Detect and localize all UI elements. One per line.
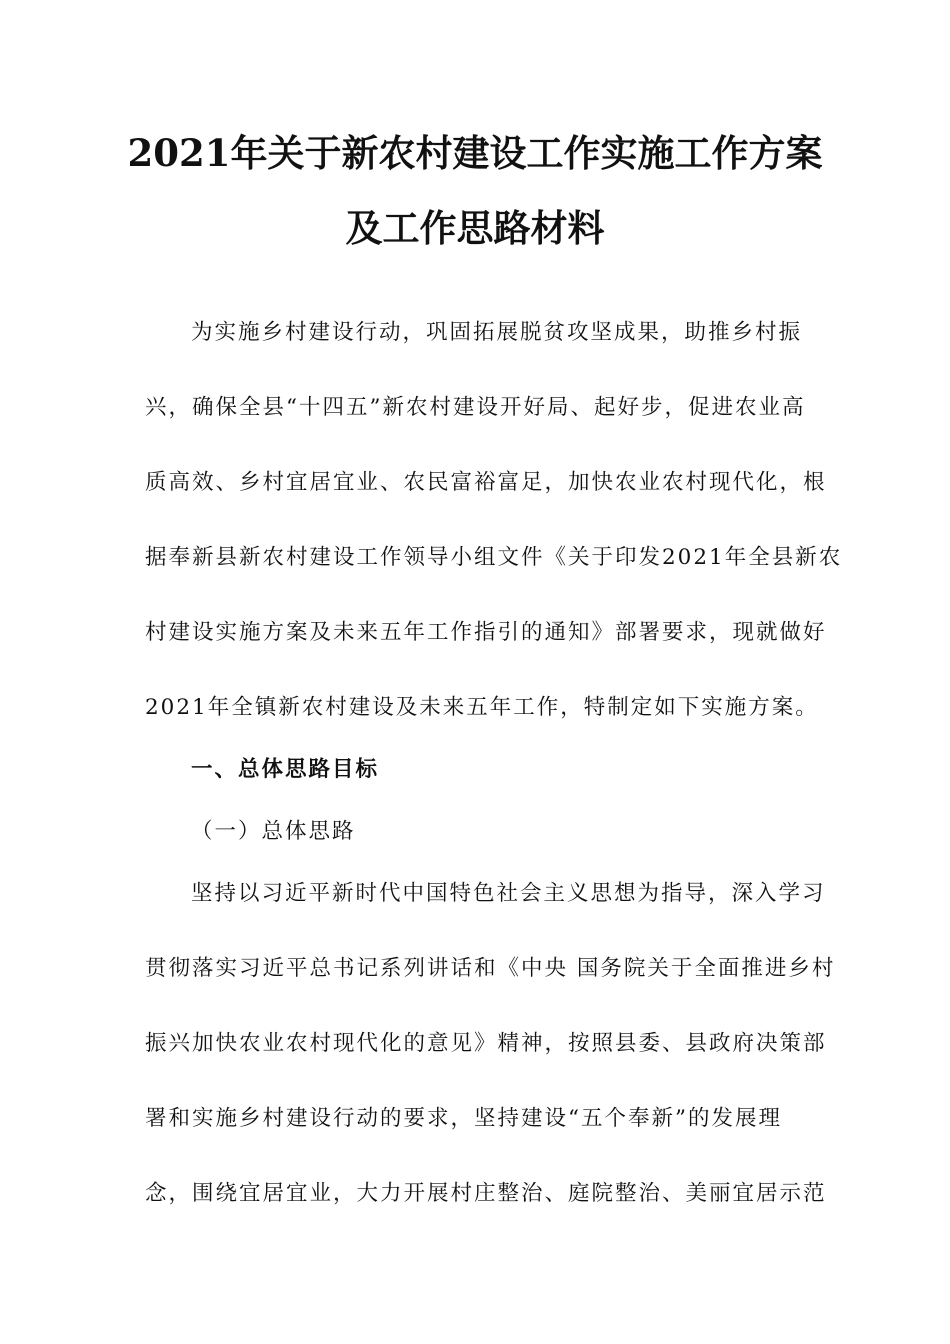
paragraph-1-line-3: 质高效、乡村宜居宜业、农民富裕富足，加快农业农村现代化，根 <box>145 470 827 495</box>
document-title-line-1: 2021年关于新农村建设工作实施工作方案 <box>127 131 823 175</box>
subsection-1-heading: （一）总体思路 <box>191 819 356 844</box>
paragraph-2-line-4: 署和实施乡村建设行动的要求，坚持建设“五个奉新”的发展理 <box>145 1106 782 1131</box>
document-title-line-2: 及工作思路材料 <box>345 206 605 250</box>
paragraph-1-line-4: 据奉新县新农村建设工作领导小组文件《关于印发2021年全县新农 <box>145 545 843 570</box>
paragraph-2-line-1: 坚持以习近平新时代中国特色社会主义思想为指导，深入学习 <box>191 881 826 906</box>
section-1-heading: 一、总体思路目标 <box>191 757 380 782</box>
paragraph-2-line-5: 念，围绕宜居宜业，大力开展村庄整治、庭院整治、美丽宜居示范 <box>145 1181 827 1206</box>
paragraph-1-line-1: 为实施乡村建设行动，巩固拓展脱贫攻坚成果，助推乡村振 <box>191 320 803 345</box>
paragraph-2-line-3: 振兴加快农业农村现代化的意见》精神，按照县委、县政府决策部 <box>145 1031 827 1056</box>
paragraph-1-line-6: 2021年全镇新农村建设及未来五年工作，特制定如下实施方案。 <box>145 695 819 720</box>
paragraph-1-line-5: 村建设实施方案及未来五年工作指引的通知》部署要求，现就做好 <box>145 620 827 645</box>
paragraph-1-line-2: 兴，确保全县“十四五”新农村建设开好局、起好步，促进农业高 <box>145 395 806 420</box>
paragraph-2-line-2: 贯彻落实习近平总书记系列讲话和《中央 国务院关于全面推进乡村 <box>145 956 836 981</box>
